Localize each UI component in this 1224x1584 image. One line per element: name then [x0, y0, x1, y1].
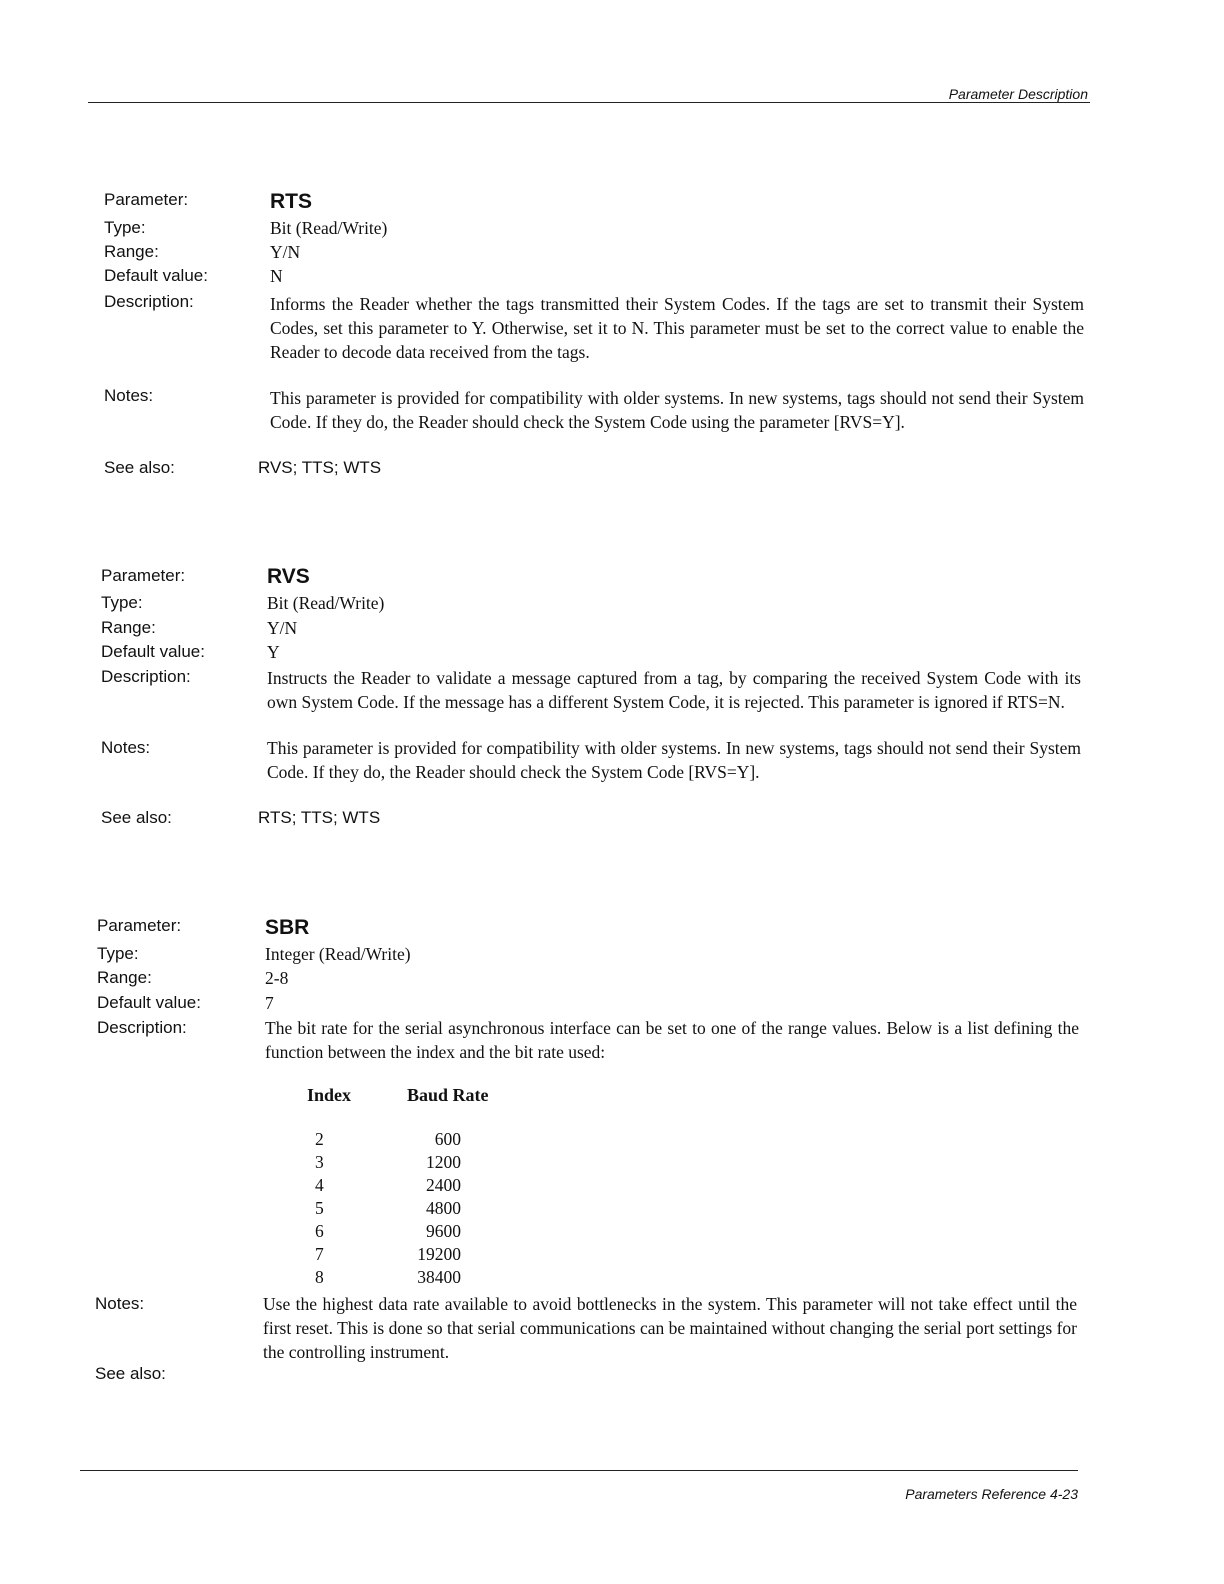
description-text: Informs the Reader whether the tags transmitted their System Codes. If the tags are set to transmit their System Codes, set this parameter to Y. Otherwise, set it to N. This parameter must be set to the correct value to enable the Reader to decode data received from the tags. [270, 294, 1084, 362]
baud-cell: 600 [434, 1129, 461, 1149]
index-cell: 3 [315, 1152, 324, 1172]
table-header-baud-rate: Baud Rate [407, 1085, 489, 1105]
default-label: Default value: [101, 642, 205, 661]
page-footer: Parameters Reference 4-23 [905, 1486, 1078, 1502]
default-value: 7 [265, 993, 274, 1013]
table-row [307, 1174, 467, 1197]
index-cell: 7 [315, 1244, 324, 1264]
parameter-label: Parameter: [101, 566, 186, 585]
index-cell: 2 [315, 1129, 324, 1149]
parameter-name: RVS [267, 565, 310, 588]
notes-text: This parameter is provided for compatibility with older systems. In new systems, tags should not send their System Code. If they do, the Reader should check the System Code [RVS=Y]. [267, 738, 1081, 782]
default-value: N [270, 266, 283, 286]
see-also-value: RTS; TTS; WTS [258, 808, 381, 827]
baud-cell: 2400 [426, 1175, 461, 1195]
parameter-name: SBR [265, 916, 310, 939]
table-row [307, 1151, 467, 1174]
see-also-label: See also: [104, 458, 175, 477]
description-label: Description: [97, 1018, 187, 1037]
running-header: Parameter Description [948, 86, 1088, 102]
type-label: Type: [97, 944, 139, 963]
type-label: Type: [101, 593, 143, 612]
baud-cell: 19200 [417, 1244, 461, 1264]
range-value: 2-8 [265, 968, 289, 988]
table-row [307, 1197, 467, 1220]
type-value: Integer (Read/Write) [265, 944, 411, 964]
type-label: Type: [104, 218, 146, 237]
notes-label: Notes: [95, 1294, 145, 1313]
see-also-label: See also: [101, 808, 172, 827]
range-value: Y/N [267, 618, 298, 638]
table-row [307, 1243, 467, 1266]
parameter-label: Parameter: [104, 190, 189, 209]
default-label: Default value: [97, 993, 201, 1012]
index-cell: 6 [315, 1221, 324, 1241]
notes-label: Notes: [101, 738, 151, 757]
description-label: Description: [104, 292, 194, 311]
index-cell: 8 [315, 1267, 324, 1287]
type-value: Bit (Read/Write) [270, 218, 388, 238]
index-cell: 5 [315, 1198, 324, 1218]
notes-text: Use the highest data rate available to avoid bottlenecks in the system. This parameter will not take effect until the first reset. This is done so that serial communications can be maintained without changing the serial port settings for the controlling instrument. [263, 1294, 1077, 1362]
footer-rule [80, 1470, 1078, 1471]
range-value: Y/N [270, 242, 301, 262]
baud-cell: 9600 [426, 1221, 461, 1241]
parameter-name: RTS [270, 190, 312, 213]
description-label: Description: [101, 667, 191, 686]
notes-text: This parameter is provided for compatibility with older systems. In new systems, tags should not send their System Code. If they do, the Reader should check the System Code using the parameter [RVS=Y]. [270, 388, 1084, 432]
range-label: Range: [104, 242, 159, 261]
range-label: Range: [97, 968, 152, 987]
default-label: Default value: [104, 266, 208, 285]
baud-cell: 1200 [426, 1152, 461, 1172]
table-row [307, 1128, 467, 1151]
table-row [307, 1266, 467, 1289]
notes-label: Notes: [104, 386, 154, 405]
index-cell: 4 [315, 1175, 324, 1195]
see-also-value: RVS; TTS; WTS [258, 458, 382, 477]
table-header-index: Index [307, 1085, 352, 1105]
baud-cell: 4800 [426, 1198, 461, 1218]
description-text: The bit rate for the serial asynchronous interface can be set to one of the range values. Below is a list defining the function between the index and the bit rate used: [265, 1018, 1079, 1062]
default-value: Y [267, 642, 280, 662]
type-value: Bit (Read/Write) [267, 593, 385, 613]
description-text: Instructs the Reader to validate a message captured from a tag, by comparing the received System Code with its own System Code. If the message has a different System Code, it is rejected. This parameter is ignored if RTS=N. [267, 668, 1081, 712]
header-rule [88, 102, 1090, 103]
table-row [307, 1220, 467, 1243]
see-also-label: See also: [95, 1364, 166, 1383]
parameter-label: Parameter: [97, 916, 182, 935]
baud-cell: 38400 [417, 1267, 461, 1287]
range-label: Range: [101, 618, 156, 637]
